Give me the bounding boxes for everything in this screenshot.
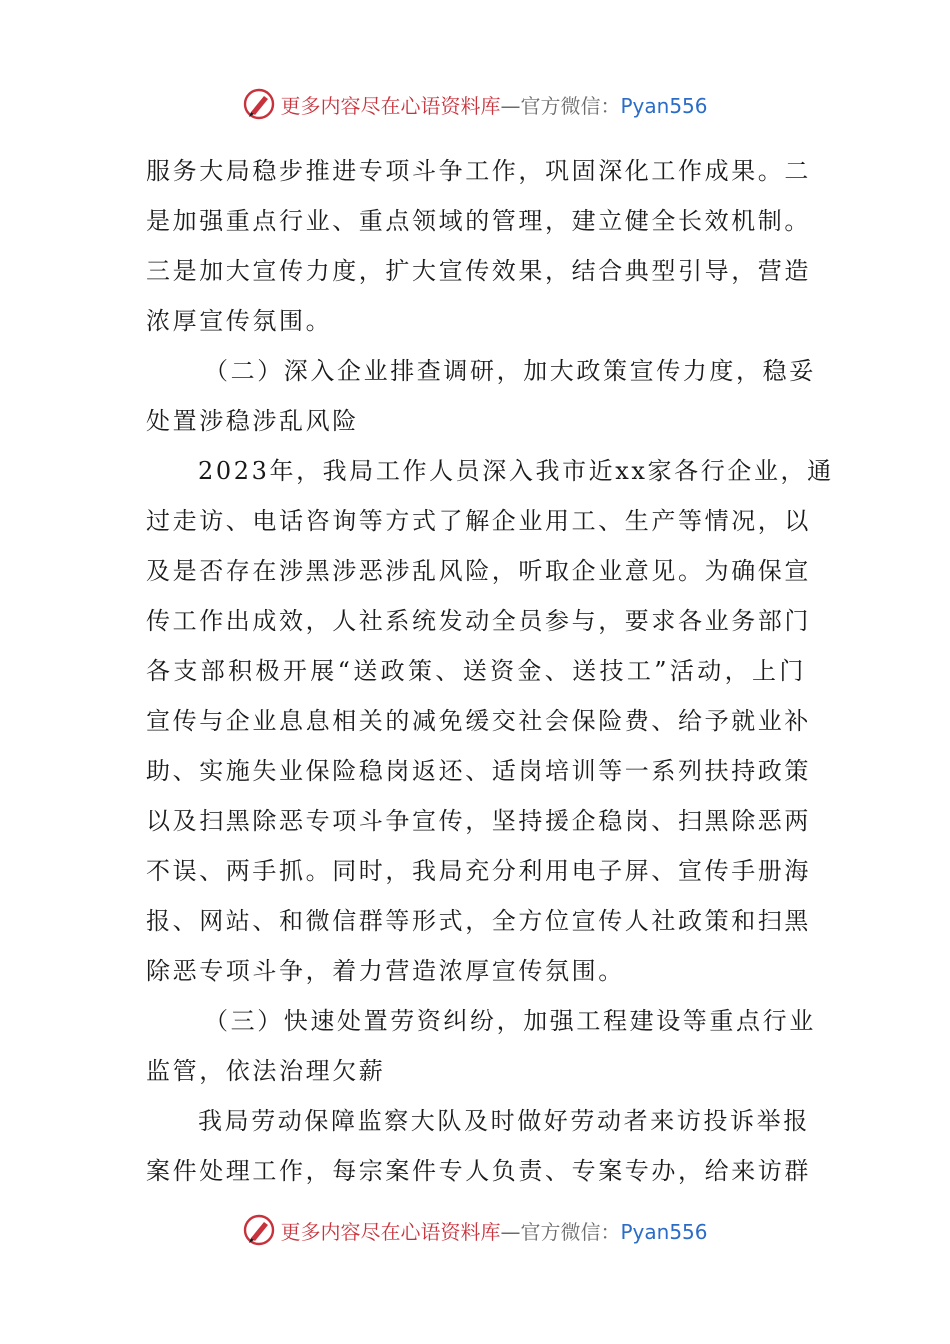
text-line: 报、网站、和微信群等形式，全方位宣传人社政策和扫黑 <box>146 907 811 935</box>
banner-account: Pyan556 <box>620 1219 708 1244</box>
text-line: 过走访、电话咨询等方式了解企业用工、生产等情况，以 <box>146 507 811 535</box>
section-heading-2: （二）深入企业排查调研，加大政策宣传力度，稳妥 <box>204 357 816 385</box>
text-line: 以及扫黑除恶专项斗争宣传，坚持援企稳岗、扫黑除恶两 <box>146 807 811 835</box>
banner-account: Pyan556 <box>620 93 708 118</box>
text-line: 案件处理工作，每宗案件专人负责、专案专办，给来访群 <box>146 1157 811 1185</box>
banner-lead-text: 更多内容尽在心语资料库 <box>280 93 501 118</box>
banner-lead-text: 更多内容尽在心语资料库 <box>280 1219 501 1244</box>
text-line: 助、实施失业保险稳岗返还、适岗培训等一系列扶持政策 <box>146 757 811 785</box>
text-line: 三是加大宣传力度，扩大宣传效果，结合典型引导，营造 <box>146 257 811 285</box>
text-line: 浓厚宣传氛围。 <box>146 307 333 335</box>
banner-official-label: 官方微信： <box>520 1219 621 1244</box>
text-line: 及是否存在涉黑涉恶涉乱风险，听取企业意见。为确保宣 <box>146 557 811 585</box>
text-line: 各支部积极开展“送政策、送资金、送技工”活动，上门 <box>146 657 806 685</box>
paragraph-start: 我局劳动保障监察大队及时做好劳动者来访投诉举报 <box>198 1107 810 1135</box>
footer-banner <box>0 1208 950 1252</box>
document-body <box>146 146 834 1196</box>
text-line: 是加强重点行业、重点领域的管理，建立健全长效机制。 <box>146 207 811 235</box>
banner-dash: — <box>500 1219 521 1244</box>
pen-circle-icon <box>242 1213 276 1247</box>
section-heading-3-cont: 监管，依法治理欠薪 <box>146 1057 386 1085</box>
section-heading-2-cont: 处置涉稳涉乱风险 <box>146 407 359 435</box>
section-heading-3: （三）快速处置劳资纠纷，加强工程建设等重点行业 <box>204 1007 816 1035</box>
text-line: 宣传与企业息息相关的减免缓交社会保险费、给予就业补 <box>146 707 811 735</box>
paragraph-start: 2023年，我局工作人员深入我市近xx家各行企业，通 <box>198 457 834 485</box>
header-banner <box>0 82 950 126</box>
text-line: 服务大局稳步推进专项斗争工作，巩固深化工作成果。二 <box>146 157 811 185</box>
text-line: 除恶专项斗争，着力营造浓厚宣传氛围。 <box>146 957 625 985</box>
banner-dash: — <box>500 93 521 118</box>
pen-circle-icon <box>242 87 276 121</box>
text-line: 传工作出成效，人社系统发动全员参与，要求各业务部门 <box>146 607 811 635</box>
text-line: 不误、两手抓。同时，我局充分利用电子屏、宣传手册海 <box>146 857 811 885</box>
banner-official-label: 官方微信： <box>520 93 621 118</box>
